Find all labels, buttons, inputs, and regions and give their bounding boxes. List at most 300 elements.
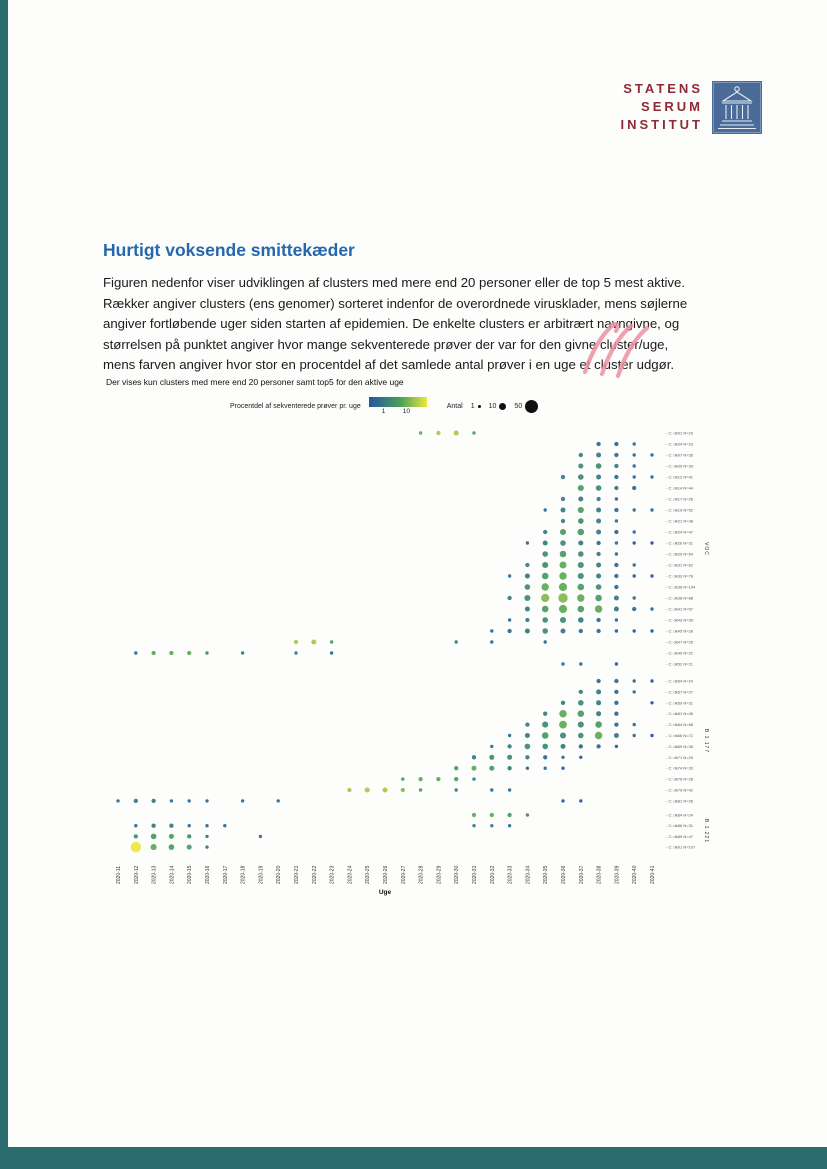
cluster-row-label: - C: dk91 N=107 [666,844,696,850]
cluster-bubble [490,629,493,632]
cluster-bubble [541,594,549,602]
cluster-bubble [223,824,226,827]
cluster-row-label: - C: dk69 N=36 [666,743,694,749]
cluster-row-label: - C: dk31 N=62 [666,562,694,568]
cluster-bubble [578,540,583,545]
cluster-row-label: - C: dk52 N=21 [666,661,694,667]
cluster-bubble [614,486,618,490]
cluster-bubble [205,799,208,802]
cluster-bubble [169,834,174,839]
x-tick-label: 2020-24 [347,865,354,884]
cluster-row-label: - C: dk26 N=31 [666,540,694,546]
cluster-bubble [542,617,548,623]
cluster-bubble [188,799,191,802]
cluster-bubble [151,834,157,840]
cluster-bubble [579,453,583,457]
cluster-bubble [526,767,529,770]
cluster-bubble [615,541,618,544]
cluster-bubble [507,596,511,600]
cluster-bubble [558,593,567,602]
size-dot-medium-icon [499,403,506,410]
x-tick-label: 2020-20 [276,865,283,884]
x-tick-label: 2020-31 [472,865,478,884]
cluster-row-label: - C: dk01 N=29 [666,430,694,436]
cluster-bubble [596,497,600,501]
cluster-bubble [633,541,636,544]
left-edge-bar [0,0,8,1169]
cluster-bubble-chart [100,425,732,903]
cluster-bubble [560,507,565,512]
figure-caption: Der vises kun clusters med mere end 20 personer samt top5 for den aktive uge [106,377,404,387]
cluster-bubble [578,474,584,480]
cluster-bubble [543,755,547,759]
cluster-bubble [524,595,530,601]
cluster-bubble [633,530,636,533]
logo-line-institut: INSTITUT [620,117,703,132]
cluster-bubble [455,788,458,791]
cluster-bubble [525,628,530,633]
cluster-bubble [490,813,494,817]
x-tick-label: 2020-17 [222,865,229,884]
cluster-bubble [508,824,511,827]
x-tick-label: 2020-33 [507,865,514,884]
x-tick-label: 2020-23 [329,865,336,884]
cluster-bubble [633,442,636,445]
cluster-bubble [650,475,653,478]
handwritten-pink-mark [578,318,650,380]
cluster-row-label: - C: dk45 N=28 [666,628,694,634]
cluster-bubble [614,679,618,683]
cluster-bubble [596,700,601,705]
cluster-bubble [543,530,547,534]
cluster-bubble [614,464,618,468]
cluster-bubble [542,722,548,728]
x-tick-label: 2020-29 [436,865,443,884]
cluster-bubble [134,834,138,838]
cluster-bubble [560,551,567,558]
size-dot-large-icon [525,400,538,413]
cluster-bubble [596,744,600,748]
cluster-bubble [419,788,422,791]
cluster-bubble [454,777,458,781]
cluster-bubble [507,755,512,760]
cluster-bubble [560,529,566,535]
cluster-bubble [578,617,584,623]
cluster-bubble [525,744,531,750]
cluster-bubble [596,679,600,683]
cluster-bubble [507,629,511,633]
cluster-bubble [579,629,583,633]
cluster-row-label: - C: dk47 N=25 [666,639,694,645]
color-gradient [369,397,427,407]
x-tick-label: 2020-16 [205,865,211,884]
cluster-bubble [596,552,600,556]
cluster-row-label: - C: dk66 N=72 [666,733,694,738]
cluster-bubble [633,563,636,566]
cluster-bubble [615,519,618,522]
cluster-bubble [578,722,584,728]
cluster-bubble [418,777,422,781]
cluster-bubble [614,733,619,738]
cluster-bubble [561,475,565,479]
size-legend-label: Antal [446,402,463,410]
cluster-bubble [169,651,173,655]
cluster-bubble [579,662,582,665]
cluster-bubble [489,755,494,760]
cluster-bubble [578,507,584,513]
cluster-bubble [578,529,585,536]
cluster-bubble [542,744,548,750]
cluster-bubble [544,508,547,511]
cluster-bubble [471,766,476,771]
cluster-row-label: - C: dk19 N=52 [666,507,694,513]
cluster-bubble [560,628,565,633]
x-tick-label: 2020-39 [614,865,621,884]
cluster-bubble [595,605,602,612]
cluster-bubble [614,606,619,611]
cluster-bubble [596,463,602,469]
cluster-bubble [131,842,142,853]
cluster-bubble [614,712,618,716]
cluster-bubble [596,518,601,523]
body-line: størrelsen på punktet angiver hvor mange sekventerede prøver der var for den givne cluster/uge, [103,336,669,352]
cluster-row-label: - C: dk57 N=27 [666,689,694,695]
cluster-bubble [633,734,636,737]
cluster-bubble [578,496,583,501]
cluster-bubble [633,475,636,478]
cluster-bubble [596,584,602,590]
cluster-bubble [419,431,422,434]
cluster-bubble [650,453,653,456]
x-tick-label: 2020-36 [561,865,567,884]
cluster-bubble [525,733,530,738]
x-tick-label: 2020-26 [383,865,389,884]
cluster-bubble [205,845,208,848]
cluster-bubble [490,640,493,643]
cluster-bubble [560,744,565,749]
cluster-bubble [188,824,191,827]
cluster-row-label: - C: dk29 N=54 [666,551,694,557]
cluster-bubble [542,732,549,739]
cluster-row-label: - C: dk54 N=24 [666,678,694,684]
x-tick-label: 2020-28 [418,865,425,884]
cluster-bubble [614,530,618,534]
cluster-bubble [490,824,493,827]
cluster-bubble [559,710,566,717]
color-legend-label: Procentdel af sekventerede prøver pr. uge [230,402,361,410]
x-tick-label: 2020-37 [578,865,585,884]
cluster-bubble [578,463,583,468]
cluster-bubble [347,788,351,792]
cluster-bubble [633,574,636,577]
cluster-bubble [525,573,530,578]
cluster-bubble [525,755,529,759]
cluster-bubble [614,722,618,726]
size-legend-item-1 [471,403,481,410]
cluster-row-label: - C: dk86 N=31 [666,823,694,829]
cluster-bubble [507,744,511,748]
cluster-row-label: - C: dk61 N=45 [666,711,694,717]
cluster-bubble [170,799,173,802]
cluster-bubble [543,540,548,545]
cluster-row-label: - C: dk21 N=38 [666,518,694,524]
cluster-bubble [134,651,137,654]
cluster-bubble [169,824,173,828]
x-tick-label: 2020-21 [294,865,300,884]
x-tick-label: 2020-40 [632,865,639,884]
cluster-bubble [507,813,511,817]
x-tick-label: 2020-11 [116,866,122,884]
x-tick-label: 2020-35 [543,865,550,884]
cluster-bubble [561,497,565,501]
cluster-bubble [596,562,601,567]
cluster-bubble [596,452,601,457]
cluster-bubble [401,777,404,780]
cluster-bubble [507,766,511,770]
cluster-bubble [633,596,636,599]
cluster-row-label: - C: dk36 N=104 [666,584,696,590]
size-tick-1: 1 [470,402,475,410]
cluster-bubble [614,442,618,446]
cluster-bubble [614,585,618,589]
cluster-bubble [525,722,529,726]
cluster-bubble [134,824,137,827]
cluster-bubble [508,788,511,791]
cluster-bubble [578,551,584,557]
cluster-bubble [472,813,476,817]
cluster-bubble [615,497,618,500]
cluster-bubble [560,732,566,738]
cluster-bubble [454,766,458,770]
cluster-bubble [542,628,548,634]
cluster-bubble [615,662,618,665]
cluster-bubble [595,721,602,728]
cluster-bubble [489,766,494,771]
cluster-bubble [294,651,297,654]
x-tick-label: 2020-27 [400,865,407,884]
cluster-bubble [578,485,584,491]
cluster-bubble [134,799,138,803]
cluster-bubble [187,834,191,838]
cluster-bubble [595,732,602,739]
cluster-row-label: - C: dk17 N=26 [666,496,694,502]
cluster-row-label: - C: dk81 N=26 [666,798,694,804]
cluster-bubble [650,607,653,610]
clade-group-label: B.1.177 [703,728,709,754]
cluster-bubble [151,824,155,828]
cluster-bubble [614,563,618,567]
cluster-bubble [187,651,191,655]
cluster-bubble [490,745,493,748]
cluster-bubble [632,486,636,490]
cluster-bubble [614,475,618,479]
cluster-bubble [436,777,440,781]
body-line: Rækker angiver clusters (ens genomer) sorteret indenfor de overordnede virusklader, mens søjlerne [103,295,688,311]
size-tick-10: 10 [488,402,497,410]
cluster-bubble [525,606,530,611]
cluster-row-label: - C: dk38 N=88 [666,595,694,601]
color-tick-1: 1 [381,408,386,415]
cluster-bubble [205,824,208,827]
cluster-bubble [633,723,636,726]
cluster-bubble [633,690,636,693]
logo-line-statens: STATENS [623,81,703,96]
cluster-bubble [633,464,636,467]
clade-group-label: B.1.221 [703,818,709,844]
page-title: Hurtigt voksende smittekæder [103,240,355,260]
cluster-row-label: - C: dk41 N=57 [666,606,694,612]
x-tick-label: 2020-15 [187,865,194,884]
color-tick-10: 10 [402,408,410,415]
x-tick-label: 2020-32 [489,865,496,884]
cluster-row-label: - C: dk89 N=47 [666,833,694,839]
cluster-bubble [205,651,208,654]
cluster-bubble [241,651,244,654]
cluster-row-label: - C: dk59 N=31 [666,700,694,706]
cluster-bubble [205,835,208,838]
x-tick-label: 2020-30 [454,865,461,884]
cluster-bubble [633,453,636,456]
cluster-bubble [633,508,636,511]
x-tick-label: 2020-22 [311,865,318,884]
cluster-bubble [542,562,548,568]
x-axis-label: Uge [378,889,392,896]
cluster-bubble [560,540,566,546]
cluster-bubble [525,584,531,590]
cluster-bubble [561,662,564,665]
cluster-row-label: - C: dk07 N=35 [666,452,694,458]
cluster-bubble [543,712,547,716]
cluster-bubble [578,518,584,524]
cluster-bubble [561,767,564,770]
body-line: angiver fortløbende uger siden starten af epidemien. De enkelte clusters er arbitrært navngivne, og [103,316,680,332]
cluster-bubble [578,710,585,717]
cluster-bubble [151,799,155,803]
cluster-bubble [615,552,618,555]
cluster-bubble [632,607,636,611]
cluster-row-label: - C: dk43 N=39 [666,617,694,623]
cluster-bubble [561,701,565,705]
cluster-bubble [650,734,653,737]
cluster-bubble [578,606,585,613]
cluster-bubble [596,573,601,578]
x-tick-label: 2020-38 [596,865,603,884]
x-tick-label: 2020-13 [151,865,158,884]
cluster-bubble [596,485,602,491]
cluster-bubble [365,787,370,792]
cluster-bubble [508,574,511,577]
body-line: Figuren nedenfor viser udviklingen af clusters med mere end 20 personer eller de top 5 mest aktive. [103,275,686,290]
cluster-bubble [526,541,529,544]
cluster-bubble [578,562,584,568]
cluster-bubble [650,629,653,632]
cluster-bubble [187,845,192,850]
cluster-bubble [454,430,459,435]
cluster-bubble [169,844,175,850]
cluster-bubble [277,799,280,802]
cluster-bubble [382,787,387,792]
cluster-bubble [650,574,653,577]
cluster-bubble [633,679,636,682]
cluster-row-label: - C: dk76 N=28 [666,776,694,782]
cluster-bubble [614,690,618,694]
cluster-bubble [596,529,601,534]
cluster-row-label: - C: dk74 N=33 [666,765,694,771]
cluster-bubble [614,574,618,578]
logo-line-serum: SERUM [641,99,703,114]
cluster-bubble [650,701,653,704]
cluster-bubble [472,431,475,434]
cluster-row-label: - C: dk79 N=42 [666,787,694,793]
cluster-bubble [259,835,262,838]
cluster-bubble [151,651,155,655]
x-tick-label: 2020-14 [169,865,176,884]
cluster-bubble [525,618,529,622]
cluster-row-label: - C: dk04 N=23 [666,441,694,447]
cluster-bubble [542,573,549,580]
cluster-bubble [650,679,653,682]
cluster-bubble [596,474,601,479]
size-dot-small-icon [478,405,481,408]
cluster-bubble [542,551,548,557]
cluster-bubble [596,689,601,694]
cluster-bubble [615,745,618,748]
cluster-bubble [472,824,475,827]
cluster-bubble [116,799,119,802]
cluster-bubble [508,734,511,737]
color-scale-bar [369,395,427,417]
figure-legend [230,395,538,417]
cluster-row-label: - C: dk49 N=22 [666,650,694,656]
cluster-bubble [559,605,567,613]
x-tick-label: 2020-18 [240,865,247,884]
cluster-bubble [455,640,458,643]
cluster-row-label: - C: dk33 N=78 [666,573,694,579]
cluster-bubble [650,541,653,544]
cluster-bubble [614,595,619,600]
cluster-bubble [559,572,566,579]
cluster-bubble [579,744,583,748]
cluster-bubble [401,788,405,792]
cluster-bubble [508,618,511,621]
ssi-building-icon [712,81,762,134]
cluster-bubble [579,690,583,694]
cluster-bubble [561,756,564,759]
cluster-bubble [579,756,582,759]
cluster-bubble [595,595,602,602]
cluster-bubble [614,508,618,512]
cluster-bubble [560,617,566,623]
cluster-bubble [525,563,529,567]
cluster-row-label: - C: dk12 N=41 [666,474,694,480]
cluster-bubble [614,701,618,705]
cluster-bubble [559,721,567,729]
cluster-bubble [472,777,475,780]
cluster-bubble [579,799,582,802]
cluster-row-label: - C: dk64 N=58 [666,722,694,728]
cluster-bubble [578,733,584,739]
size-legend-item-10 [489,403,507,410]
x-tick-label: 2020-12 [133,865,140,884]
cluster-bubble [436,431,440,435]
x-tick-label: 2020-25 [365,865,372,884]
cluster-bubble [526,813,529,816]
cluster-bubble [596,629,600,633]
cluster-bubble [311,639,316,644]
cluster-bubble [650,508,653,511]
cluster-bubble [559,561,566,568]
cluster-bubble [559,583,567,591]
